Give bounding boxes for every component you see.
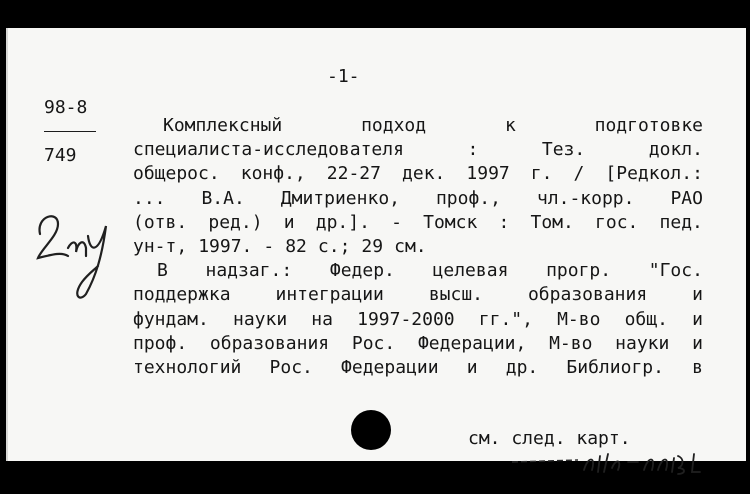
word: конф., [240,163,306,185]
word: 1997. [198,235,253,257]
text-line [133,283,703,307]
word: ун-т, [133,235,188,257]
word: : [467,139,479,161]
word: - [391,211,402,233]
handwritten-mark [32,196,112,306]
word: надзаг.: [205,260,293,282]
word: (отв. [133,211,188,233]
text-line [133,162,703,186]
word: 1997-2000 [357,308,455,330]
word: интеграции [275,284,384,306]
handwritten-stamp [508,448,708,478]
word: Библиогр. [566,356,664,378]
word: дек. [402,163,446,185]
word: Федерации, [417,332,527,354]
word: целевая [432,260,509,282]
word: Федерации [341,356,439,378]
word: см. [394,235,427,257]
word: Том. [530,211,574,233]
word: чл.-корр. [536,187,635,209]
word: проф., [435,187,501,209]
word: подход [361,115,427,136]
see-next-card: см. след. карт. [468,428,631,449]
word: 22-27 [326,163,381,185]
word: Комплексный [163,115,283,136]
word: докл. [648,139,703,161]
word: / [573,163,585,185]
word: и [692,332,703,354]
word: проф. [133,332,188,354]
word: др.]. [315,211,370,233]
word: Тез. [541,139,586,161]
text-line [133,235,703,259]
shelf-mark-top: 98-8 [44,97,88,118]
word: и [692,284,703,306]
word: ... [133,187,166,209]
word: прогр. [546,260,612,282]
word: высш. [428,284,484,306]
text-line [133,332,703,356]
word: Дмитриенко, [280,187,400,209]
word: др. [505,356,539,378]
word: М-во [549,332,593,354]
word: "Гос. [648,260,703,282]
word: науки [615,332,670,354]
shelf-mark-bottom: 749 [44,145,77,166]
word: ред.) [208,211,263,233]
word: науки [232,308,288,330]
word: гг.", [478,308,533,330]
text-line [133,114,703,138]
bibliographic-description [133,114,703,380]
word: Федер. [329,260,395,282]
word: в [692,356,703,378]
word: Рос. [351,332,396,354]
word: с.; [317,235,351,257]
word: 82 [285,235,307,257]
word: фундам. [133,308,209,330]
word: В.А. [201,187,245,209]
word: Томск [423,211,478,233]
page-number: -1- [327,66,360,87]
catalog-card [6,28,746,461]
word: гос. [595,211,639,233]
word: М-во [557,308,601,330]
word: к [504,115,516,136]
word: - [263,235,275,257]
word: Рос. [269,356,313,378]
shelf-mark-divider [44,131,96,132]
text-line [133,211,703,235]
word: РАО [670,187,703,209]
word: общ. [624,308,668,330]
word: и [692,308,703,330]
text-line [133,187,703,211]
text-line [133,259,703,283]
word: [Редкол.: [605,163,703,185]
word: общерос. [133,163,220,185]
word: подготовке [594,115,703,136]
text-line [133,138,703,162]
word: пед. [659,211,703,233]
word: и [283,211,295,233]
word: 1997 [466,163,510,185]
word: технологий [133,356,242,378]
word: В [157,260,168,282]
punch-hole [351,410,391,450]
text-line [133,308,703,332]
word: образования [209,332,330,354]
word: специалиста-исследователя [133,139,404,161]
word: 29 [361,235,384,257]
word: г. [530,163,553,185]
text-line [133,356,703,380]
word: : [498,211,510,233]
word: на [311,308,333,330]
word: и [466,356,478,378]
word: поддержка [133,284,231,306]
word: образования [527,284,648,306]
